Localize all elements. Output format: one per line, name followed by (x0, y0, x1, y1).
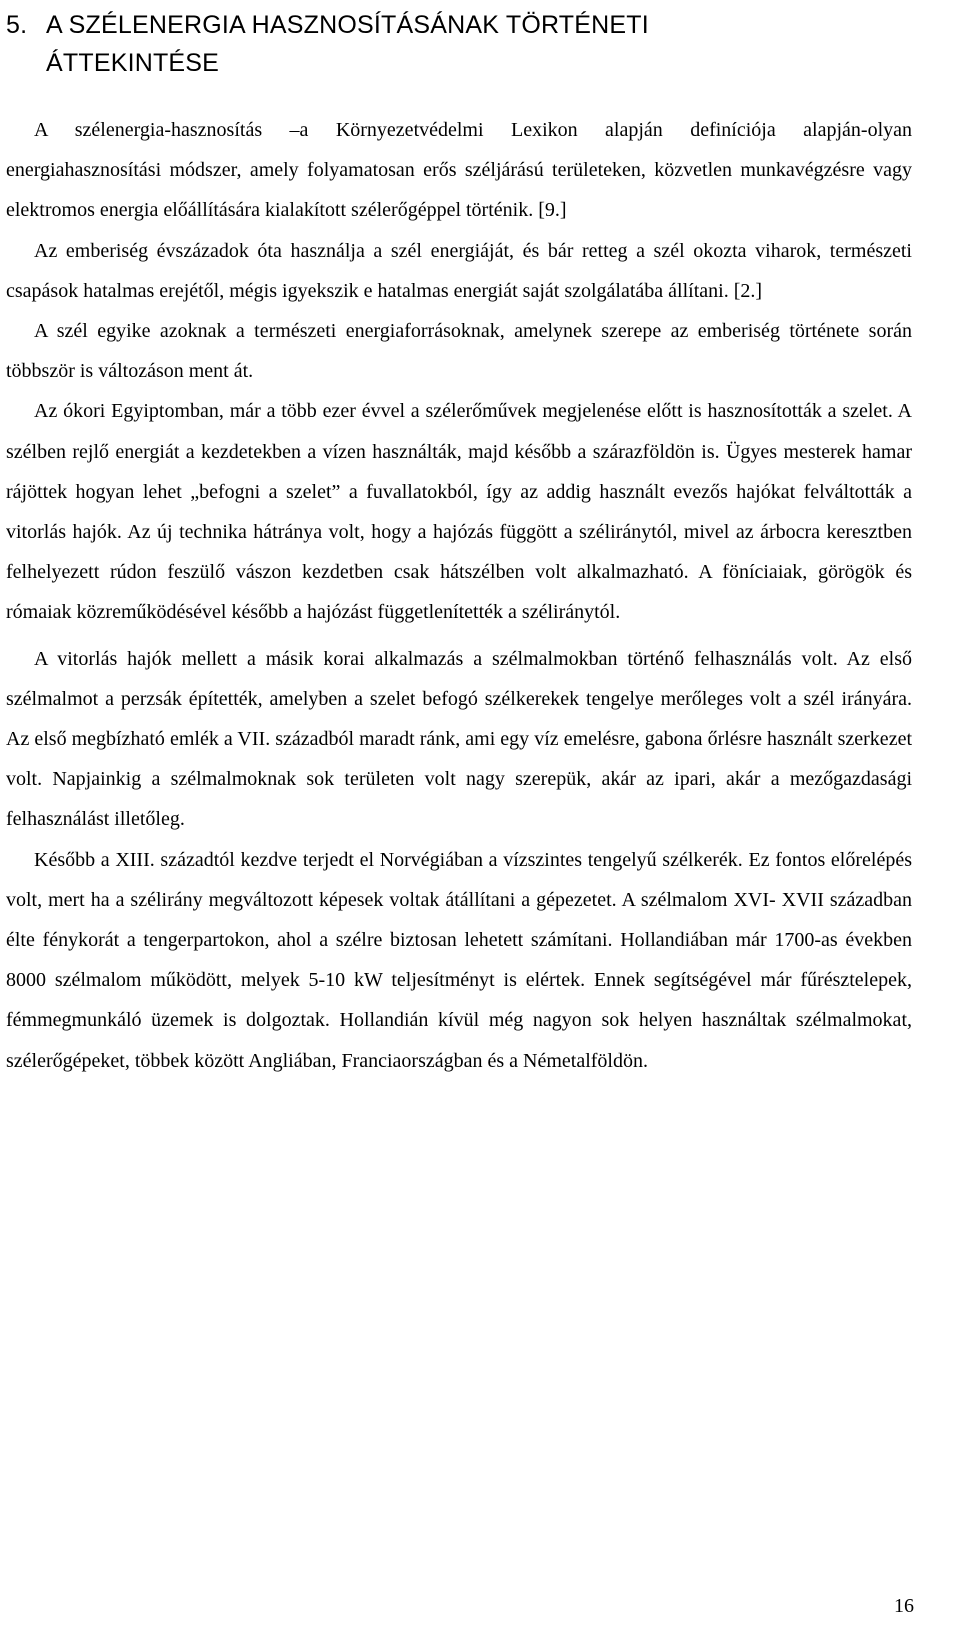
paragraph-norway-holland: Később a XIII. századtól kezdve terjedt el Norvégiában a vízszintes tengelyű szélkerék. Ez fontos előrelépés volt, mert ha a szélirány megváltozott képesek voltak átállítani a gépezetet. A szélmalom XVI- XVII században élte fénykorát a tengerpartokon, ahol a szélre biztosan lehetett számítani. Hollandiában már 1700-as években 8000 szélmalom működött, melyek 5-10 kW teljesítményt is elértek. Ennek segítségével már fűrésztelepek, fémmegmunkáló üzemek is dolgoztak. Hollandián kívül még nagyon sok helyen használtak szélmalmokat, szélerőgépeket, többek között Angliában, Franciaországban és a Németalföldön. (6, 848, 912, 1072)
paragraph-windmills: A vitorlás hajók mellett a másik korai alkalmazás a szélmalmokban történő felhasználás volt. Az első szélmalmot a perzsák építették, amelyben a szelet befogó szélkerekek tengelye merőleges volt a szél irányára. Az első megbízható emlék a VII. századból maradt ránk, ami egy víz emelésre, gabona őrlésre használt szerkezet volt. Napjainkig a szélmalmoknak sok területen volt nagy szerepük, akár az ipari, akár a mezőgazdasági felhasználást illetőleg. (6, 647, 912, 831)
body-text (6, 110, 912, 1081)
paragraph-humanity: Az emberiség évszázadok óta használja a szél energiáját, és bár retteg a szél okozta viharok, természeti csapások hatalmas erejétől, mégis igyekszik e hatalmas energiát saját szolgálatába állítani. [2.] (6, 239, 912, 302)
chapter-title-line-1: A SZÉLENERGIA HASZNOSÍTÁSÁNAK TÖRTÉNETI (46, 11, 649, 39)
page-number: 16 (894, 1595, 914, 1617)
chapter-heading (6, 6, 936, 82)
chapter-title-line-2: ÁTTEKINTÉSE (46, 49, 220, 77)
heading-line-1 (6, 6, 936, 44)
paragraph-egypt: Az ókori Egyiptomban, már a több ezer évvel a szélerőművek megjelenése előtt is hasznosították a szelet. A szélben rejlő energiát a kezdetekben a vízen használták, majd később a szárazföldön is. Ügyes mesterek hamar rájöttek hogyan lehet „befogni a szelet” a fuvallatokból, így az addig használt evezős hajókat felváltották a vitorlás hajók. Az új technika hátránya volt, hogy a hajózás függött a széliránytól, mivel az árbocra keresztben felhelyezett rúdon feszülő vászon kezdetben csak hátszélben volt alkalmazható. A föníciaiak, görögök és rómaiak közreműködésével később a hajózást függetlenítették a széliránytól. (6, 400, 912, 624)
paragraph-energy-source: A szél egyike azoknak a természeti energiaforrásoknak, amelynek szerepe az emberiség története során többször is változáson ment át. (6, 320, 912, 383)
chapter-number: 5. (6, 11, 28, 39)
paragraph-definition: A szélenergia-hasznosítás –a Környezetvédelmi Lexikon alapján definíciója alapján-olyan energiahasznosítási módszer, amely folyamatosan erős széljárású területeken, közvetlen munkavégzésre vagy elektromos energia előállítására kialakított szélerőgéppel történik. [9.] (6, 119, 912, 222)
